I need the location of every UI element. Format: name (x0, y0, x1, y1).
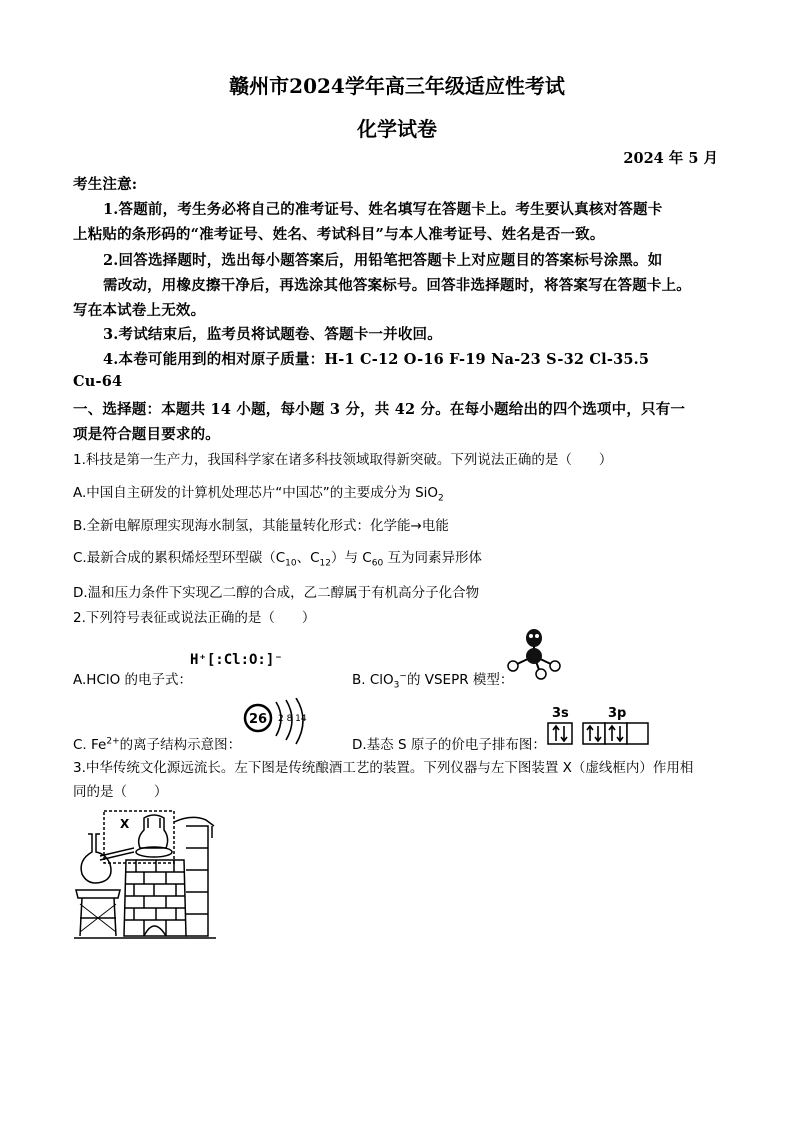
q1-stem: 1.科技是第一生产力，我国科学家在诸多科技领域取得新突破。下列说法正确的是（ ） (73, 452, 613, 468)
orbital-3p-label: 3p (608, 706, 627, 721)
q1-option-c-sub3: 60 (371, 558, 384, 569)
section1-line1: 一、选择题：本题共 14 小题，每小题 3 分，共 42 分。在每小题给出的四个选项中，只有一 (73, 401, 686, 418)
notice-item3: 3.考试结束后，监考员将试题卷、答题卡一并收回。 (103, 326, 442, 343)
notice-item1-line2: 上粘贴的条形码的“准考证号、姓名、考试科目”与本人准考证号、姓名是否一致。 (73, 226, 605, 243)
q2-stem: 2.下列符号表征或说法正确的是（ ） (73, 610, 316, 626)
q1-option-c-sub1: 10 (285, 558, 297, 569)
q1-option-a-text: A.中国自主研发的计算机处理芯片“中国芯”的主要成分为 SiO (73, 485, 439, 501)
q1-option-b: B.全新电解原理实现海水制氢，其能量转化形式：化学能→电能 (73, 518, 449, 534)
vsepr-model-figure (505, 628, 563, 680)
exam-title: 赣州市2024学年高三年级适应性考试 (229, 74, 565, 98)
q1-option-c (73, 546, 482, 569)
q1-option-c-mid: 、C (296, 550, 320, 566)
q2-option-b (352, 668, 513, 691)
q2-option-a-label: A.HClO 的电子式： (73, 672, 193, 688)
q1-option-c-pre: C.最新合成的累积烯烃型环型碳（C (73, 550, 286, 566)
distillation-apparatus-figure (74, 808, 216, 942)
orbital-3s-label: 3s (552, 706, 569, 721)
q1-option-a-sub: 2 (438, 493, 444, 504)
q2-option-c-pre: C. Fe (73, 737, 107, 753)
ion-structure-diagram (240, 698, 320, 746)
q1-option-c-post: 互为同素异形体 (383, 550, 482, 566)
q2-option-b-sub: 3 (393, 680, 400, 691)
q2-option-b-post: 的 VSEPR 模型： (406, 672, 514, 688)
q2-option-c (73, 733, 241, 753)
notice-item4-line1: 4.本卷可能用到的相对原子质量：H-1 C-12 O-16 F-19 Na-23 S-32 Cl-35.5 (103, 351, 650, 368)
q2-option-d-label: D.基态 S 原子的价电子排布图： (352, 737, 546, 753)
ion-shell-electrons: 2 8 14 (278, 714, 307, 724)
notice-item2-line3: 写在本试卷上无效。 (73, 302, 206, 319)
exam-date: 2024 年 5 月 (623, 150, 718, 167)
q2-option-b-pre: B. ClO (352, 672, 394, 688)
notice-item1-line1: 1.答题前，考生务必将自己的准考证号、姓名填写在答题卡上。考生要认真核对答题卡 (103, 201, 663, 218)
q3-stem-line2: 同的是（ ） (73, 784, 168, 800)
q2-option-a-formula: H⁺[:Cl:O:]⁻ (190, 652, 283, 668)
section1-line2: 项是符合题目要求的。 (73, 426, 220, 443)
notice-item4-line2: Cu-64 (73, 373, 123, 390)
ion-nucleus-label: 26 (248, 712, 268, 727)
q2-option-c-post: 的离子结构示意图： (119, 737, 242, 753)
figure-x-label: X (120, 817, 130, 831)
q1-option-c-sub2: 12 (319, 558, 331, 569)
q2-option-c-sup: 2+ (106, 736, 120, 747)
q1-option-c-mid2: ）与 C (331, 550, 372, 566)
q1-option-a (73, 481, 444, 504)
notice-heading: 考生注意: (73, 176, 138, 193)
notice-item2-line1: 2.回答选择题时，选出每小题答案后，用铅笔把答题卡上对应题目的答案标号涂黑。如 (103, 252, 663, 269)
exam-subtitle: 化学试卷 (357, 117, 437, 141)
orbital-diagram (547, 722, 650, 746)
q3-stem-line1: 3.中华传统文化源远流长。左下图是传统酿酒工艺的装置。下列仪器与左下图装置 X（虚线框内）作用相 (73, 760, 694, 776)
notice-item2-line2: 需改动，用橡皮擦干净后，再选涂其他答案标号。回答非选择题时，将答案写在答题卡上。 (103, 277, 691, 294)
q1-option-d: D.温和压力条件下实现乙二醇的合成，乙二醇属于有机高分子化合物 (73, 585, 480, 601)
q2-option-b-sup: − (399, 671, 407, 682)
